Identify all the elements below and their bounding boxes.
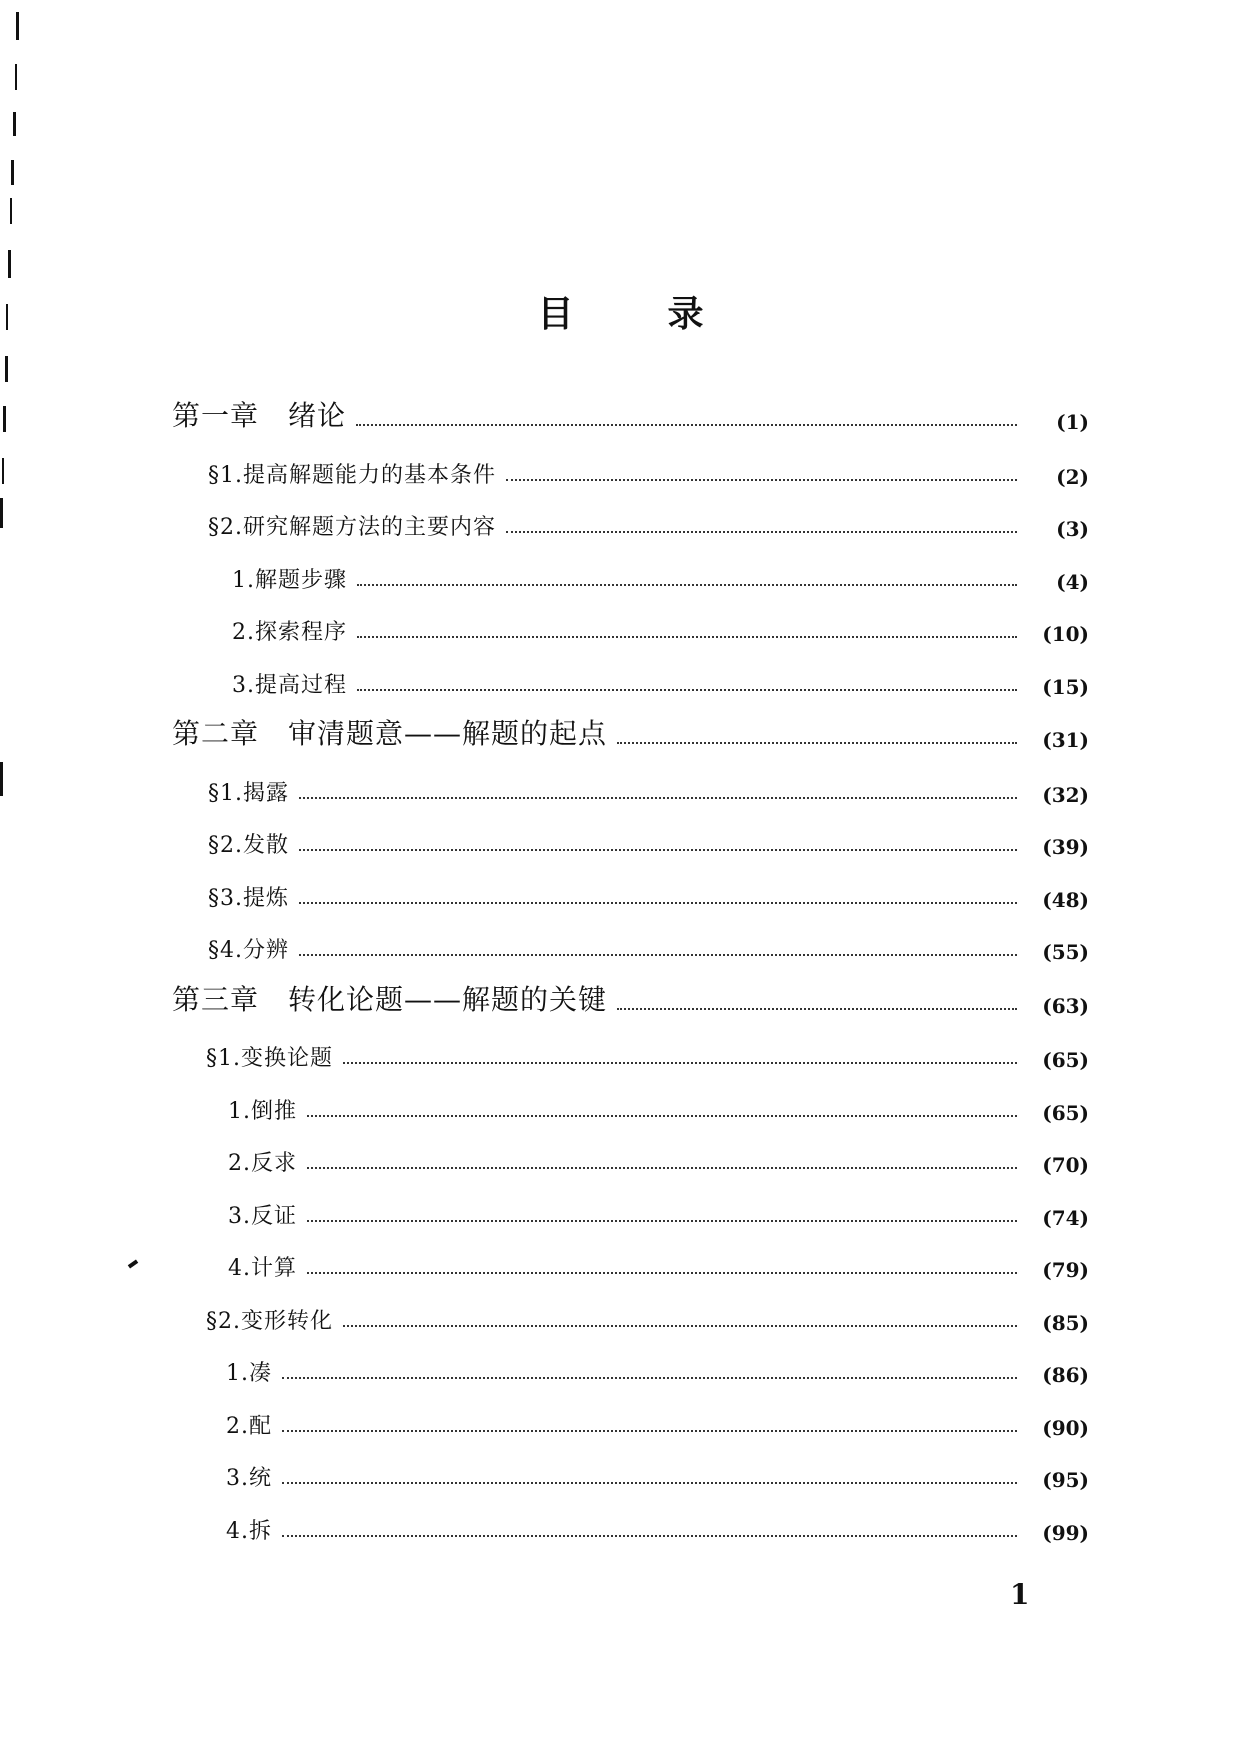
toc-entry-page: (79) [1042, 1258, 1089, 1282]
toc-entry-label: 2.反求 [228, 1151, 297, 1176]
toc-entry[interactable] [206, 1038, 1089, 1072]
toc-entry-label: §4.分辨 [208, 938, 289, 963]
toc-entry-page: (65) [1042, 1048, 1089, 1072]
toc-entry[interactable] [226, 1458, 1089, 1492]
toc-entry-label: §3.提炼 [208, 886, 289, 911]
toc-entry-page: (74) [1042, 1206, 1089, 1230]
dot-leader [343, 1062, 1017, 1064]
toc-entry[interactable] [172, 984, 1089, 1018]
toc-entry-page: (15) [1042, 675, 1089, 699]
toc-entry-page: (31) [1042, 728, 1089, 752]
dot-leader [356, 424, 1017, 426]
dot-leader [307, 1220, 1017, 1222]
toc-entry-page: (55) [1042, 940, 1089, 964]
toc-entry[interactable] [172, 400, 1089, 434]
dot-leader [282, 1482, 1017, 1484]
toc-entry[interactable] [226, 1511, 1089, 1545]
toc-entry-label: §2.变形转化 [206, 1309, 333, 1334]
toc-entry[interactable] [228, 1196, 1089, 1230]
scan-speck [128, 1259, 138, 1268]
dot-leader [299, 902, 1017, 904]
toc-entry[interactable] [208, 878, 1089, 912]
toc-entry-page: (48) [1042, 888, 1089, 912]
toc-entry-page: (4) [1056, 570, 1089, 594]
dot-leader [282, 1535, 1017, 1537]
binding-mark [3, 406, 6, 432]
toc-entry-page: (86) [1042, 1363, 1089, 1387]
toc-entry-page: (32) [1042, 783, 1089, 807]
binding-mark [0, 762, 3, 796]
toc-entry-page: (1) [1056, 410, 1089, 434]
toc-entry[interactable] [208, 930, 1089, 964]
dot-leader [307, 1115, 1017, 1117]
toc-entry[interactable] [208, 507, 1089, 541]
toc-entry-label: §2.研究解题方法的主要内容 [208, 515, 496, 540]
toc-entry-page: (85) [1042, 1311, 1089, 1335]
binding-mark [11, 160, 14, 185]
toc-entry[interactable] [232, 612, 1089, 646]
toc-entry[interactable] [172, 718, 1089, 752]
toc-entry-label: 3.统 [226, 1466, 272, 1491]
toc-entry-label: 1.倒推 [228, 1099, 297, 1124]
toc-entry-page: (3) [1056, 517, 1089, 541]
toc-entry-label: 2.配 [226, 1414, 272, 1439]
dot-leader [506, 531, 1017, 533]
dot-leader [617, 1008, 1017, 1010]
toc-entry-label: 1.凑 [226, 1361, 272, 1386]
toc-entry-label: 3.提高过程 [232, 673, 347, 698]
toc-entry-page: (2) [1056, 465, 1089, 489]
page-number: 1 [1010, 1578, 1030, 1611]
toc-entry-page: (10) [1042, 622, 1089, 646]
toc-entry-label: §1.揭露 [208, 781, 289, 806]
toc-entry[interactable] [232, 665, 1089, 699]
title-char: 目 [537, 294, 574, 335]
toc-entry-page: (70) [1042, 1153, 1089, 1177]
toc-entry[interactable] [226, 1353, 1089, 1387]
page-title [0, 286, 1241, 337]
binding-mark [13, 112, 16, 136]
dot-leader [299, 849, 1017, 851]
dot-leader [357, 636, 1017, 638]
dot-leader [282, 1377, 1017, 1379]
toc-entry[interactable] [208, 825, 1089, 859]
binding-mark [15, 64, 17, 90]
toc-entry-label: 第二章 审清题意——解题的起点 [172, 717, 608, 750]
toc-entry-page: (39) [1042, 835, 1089, 859]
toc-entry-label: 第一章 绪论 [172, 399, 347, 432]
toc-entry-label: §1.变换论题 [206, 1046, 333, 1071]
toc-entry-label: 1.解题步骤 [232, 568, 347, 593]
toc-entry-label: §2.发散 [208, 833, 289, 858]
dot-leader [307, 1272, 1017, 1274]
binding-mark [5, 356, 8, 382]
binding-mark [8, 250, 11, 278]
toc-entry[interactable] [228, 1143, 1089, 1177]
toc-entry[interactable] [228, 1091, 1089, 1125]
dot-leader [617, 742, 1017, 744]
dot-leader [506, 479, 1017, 481]
toc-entry-label: 第三章 转化论题——解题的关键 [172, 983, 608, 1016]
toc-entry-label: §1.提高解题能力的基本条件 [208, 463, 496, 488]
binding-mark [16, 12, 19, 40]
toc-entry-label: 4.计算 [228, 1256, 297, 1281]
toc-entry[interactable] [206, 1301, 1089, 1335]
dot-leader [299, 797, 1017, 799]
dot-leader [357, 584, 1017, 586]
dot-leader [343, 1325, 1017, 1327]
binding-mark [2, 458, 4, 484]
binding-mark [0, 498, 3, 528]
toc-entry[interactable] [228, 1248, 1089, 1282]
dot-leader [357, 689, 1017, 691]
toc-entry-page: (95) [1042, 1468, 1089, 1492]
toc-entry-page: (63) [1042, 994, 1089, 1018]
binding-mark [10, 198, 12, 224]
toc-entry-page: (90) [1042, 1416, 1089, 1440]
title-char: 录 [667, 294, 704, 335]
dot-leader [307, 1167, 1017, 1169]
toc-entry-label: 3.反证 [228, 1204, 297, 1229]
toc-entry[interactable] [208, 773, 1089, 807]
toc-entry[interactable] [232, 560, 1089, 594]
dot-leader [282, 1430, 1017, 1432]
toc-entry-page: (99) [1042, 1521, 1089, 1545]
toc-entry[interactable] [208, 455, 1089, 489]
dot-leader [299, 954, 1017, 956]
toc-entry-label: 4.拆 [226, 1519, 272, 1544]
toc-entry-page: (65) [1042, 1101, 1089, 1125]
toc-entry-label: 2.探索程序 [232, 620, 347, 645]
toc-entry[interactable] [226, 1406, 1089, 1440]
